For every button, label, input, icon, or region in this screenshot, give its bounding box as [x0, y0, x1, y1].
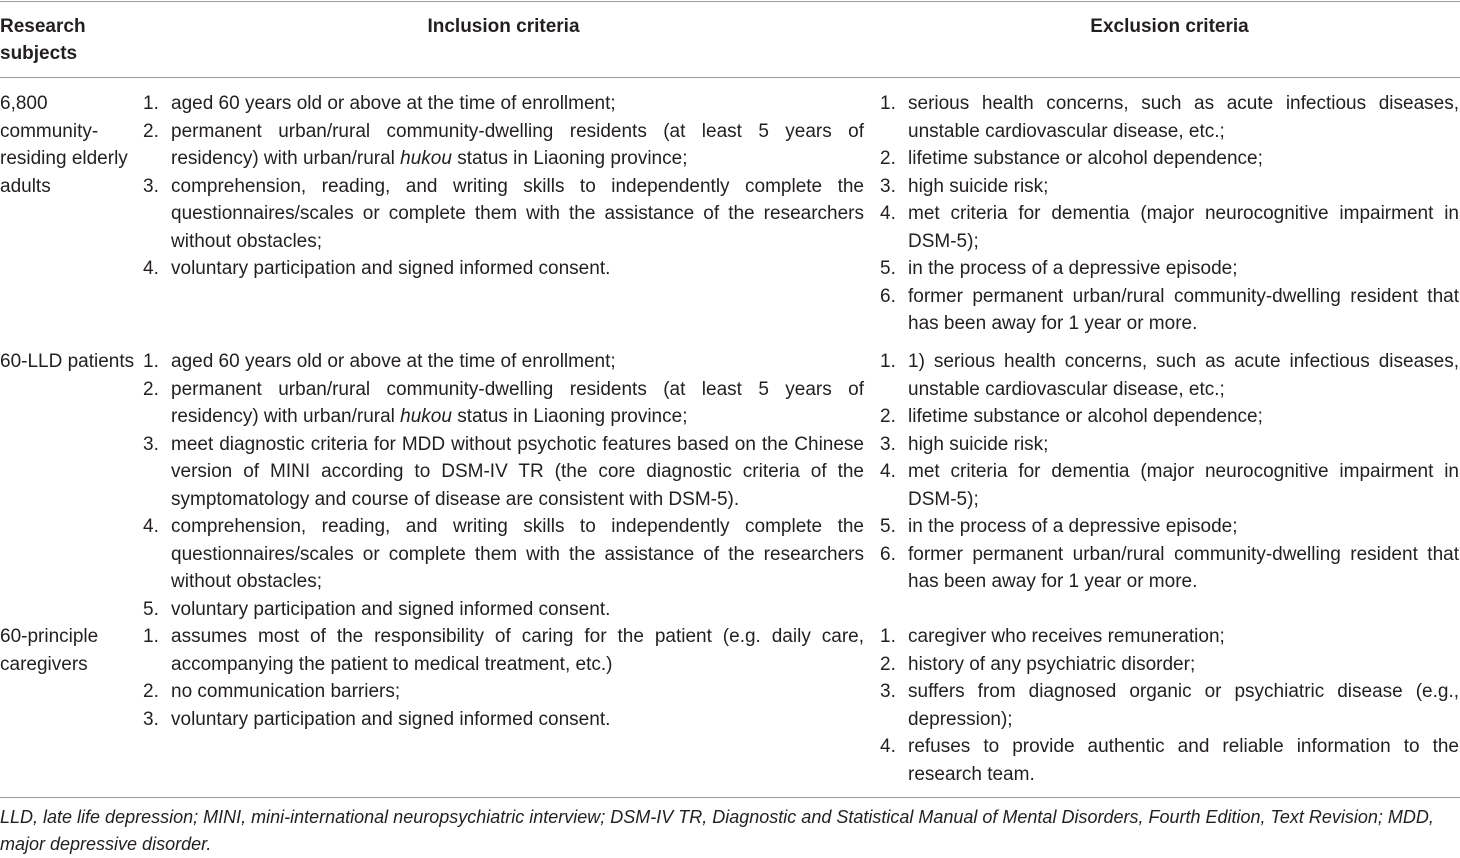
inclusion-criterion — [143, 90, 864, 118]
exclusion-criterion — [880, 200, 1459, 255]
criterion-text: high suicide risk; — [908, 433, 1049, 455]
criterion-number: 3. — [880, 433, 896, 455]
inclusion-criterion — [143, 623, 864, 678]
inclusion-criterion — [143, 255, 864, 283]
criterion-number: 4. — [880, 203, 896, 224]
inclusion-criterion — [143, 513, 864, 596]
row-2-subject: 60-LLD patients — [0, 351, 135, 372]
exclusion-criterion — [880, 733, 1459, 788]
criterion-number: 4. — [143, 516, 159, 537]
criterion-number: 1. — [880, 626, 896, 647]
criterion-text: comprehension, reading, and writing skills to independently complete the questionnaires/scales or complete them with the assistance of the researchers without obstacles; — [171, 175, 864, 252]
criterion-number: 1. — [143, 93, 159, 114]
criterion-number: 2. — [880, 653, 896, 675]
row-2-inclusion — [143, 348, 864, 623]
criterion-text: comprehension, reading, and writing skills to independently complete the questionnaires/scales or complete them with the assistance of the researchers without obstacles; — [171, 516, 864, 592]
row-3-exclusion — [880, 623, 1459, 788]
exclusion-criterion — [880, 651, 1459, 679]
criterion-number: 2. — [880, 406, 896, 427]
criterion-text: permanent urban/rural community-dwelling residents (at least 5 years of residency) with urban/rural hukou status in Liaoning province; — [171, 120, 864, 169]
criterion-text: serious health concerns, such as acute infectious diseases, unstable cardiovascular disease, etc.; — [908, 93, 1459, 142]
criterion-number: 6. — [880, 543, 896, 565]
header-rule — [0, 77, 1460, 78]
exclusion-criterion — [880, 431, 1459, 459]
exclusion-criterion — [880, 145, 1459, 173]
criterion-text: permanent urban/rural community-dwelling residents (at least 5 years of residency) with urban/rural hukou status in Liaoning province; — [171, 378, 864, 427]
exclusion-criterion — [880, 513, 1459, 541]
inclusion-criterion — [143, 376, 864, 431]
criterion-text: in the process of a depressive episode; — [908, 258, 1238, 279]
exclusion-criterion — [880, 173, 1459, 201]
inclusion-criterion — [143, 706, 864, 734]
criterion-text: refuses to provide authentic and reliable information to the research team. — [908, 736, 1459, 785]
criterion-text: former permanent urban/rural community-dwelling resident that has been away for 1 year or more. — [908, 285, 1459, 334]
header-exclusion-criteria: Exclusion criteria — [1090, 16, 1249, 37]
criterion-number: 5. — [880, 258, 896, 279]
criterion-text: suffers from diagnosed organic or psychiatric disease (e.g., depression); — [908, 681, 1459, 730]
criterion-number: 2. — [880, 148, 896, 169]
criterion-number: 1. — [880, 93, 896, 114]
exclusion-criterion — [880, 458, 1459, 513]
criterion-text: lifetime substance or alcohol dependence; — [908, 148, 1263, 169]
criterion-text: no communication barriers; — [171, 681, 401, 702]
criterion-text: assumes most of the responsibility of caring for the patient (e.g. daily care, accompanying the patient to medical treatment, etc.) — [171, 626, 864, 675]
criterion-number: 3. — [143, 708, 159, 730]
criterion-number: 6. — [880, 285, 896, 307]
row-1-inclusion — [143, 90, 864, 283]
criterion-number: 1. — [880, 351, 896, 372]
table-footnote: LLD, late life depression; MINI, mini-international neuropsychiatric interview; DSM-IV TR, Diagnostic and Statistical Manual of Mental Disorders, Fourth Edition, Text Revision; MDD, major depressive disorder. — [0, 807, 1434, 854]
exclusion-criterion — [880, 283, 1459, 338]
criterion-text: voluntary participation and signed informed consent. — [171, 708, 611, 730]
criterion-text: aged 60 years old or above at the time of enrollment; — [171, 93, 616, 114]
criterion-number: 2. — [143, 120, 159, 142]
criterion-text: caregiver who receives remuneration; — [908, 626, 1225, 647]
criterion-text: voluntary participation and signed informed consent. — [171, 598, 611, 620]
criterion-number: 1. — [143, 626, 159, 647]
exclusion-criterion — [880, 403, 1459, 431]
inclusion-criterion — [143, 348, 864, 376]
row-1-subject: 6,800 community-residing elderly adults — [0, 93, 128, 197]
italic-term: hukou — [400, 406, 452, 427]
criterion-number: 4. — [143, 258, 159, 279]
criterion-number: 4. — [880, 461, 896, 482]
criterion-text: history of any psychiatric disorder; — [908, 653, 1196, 675]
criterion-number: 3. — [143, 433, 159, 455]
inclusion-criterion — [143, 118, 864, 173]
row-2-exclusion — [880, 348, 1459, 596]
criterion-text: lifetime substance or alcohol dependence; — [908, 406, 1263, 427]
row-1-exclusion — [880, 90, 1459, 338]
criterion-number: 4. — [880, 736, 896, 757]
criterion-number: 5. — [880, 516, 896, 537]
criterion-text: voluntary participation and signed informed consent. — [171, 258, 611, 279]
exclusion-criterion — [880, 678, 1459, 733]
criterion-text: former permanent urban/rural community-dwelling resident that has been away for 1 year or more. — [908, 543, 1459, 592]
criterion-text: high suicide risk; — [908, 175, 1049, 197]
criterion-text: in the process of a depressive episode; — [908, 516, 1238, 537]
criterion-number: 2. — [143, 681, 159, 702]
criterion-text: aged 60 years old or above at the time of enrollment; — [171, 351, 616, 372]
inclusion-criterion — [143, 431, 864, 514]
inclusion-criterion — [143, 596, 864, 624]
criterion-number: 3. — [880, 175, 896, 197]
bottom-rule — [0, 797, 1460, 798]
exclusion-criterion — [880, 90, 1459, 145]
exclusion-criterion — [880, 541, 1459, 596]
criterion-number: 3. — [143, 175, 159, 197]
top-rule — [0, 1, 1460, 2]
header-inclusion-criteria: Inclusion criteria — [427, 16, 580, 37]
row-3-subject: 60-principle caregivers — [0, 626, 99, 675]
criterion-number: 5. — [143, 598, 159, 620]
exclusion-criterion — [880, 348, 1459, 403]
exclusion-criterion — [880, 255, 1459, 283]
italic-term: hukou — [400, 148, 452, 169]
inclusion-criterion — [143, 678, 864, 706]
criterion-number: 2. — [143, 378, 159, 400]
inclusion-criterion — [143, 173, 864, 256]
criterion-text: meet diagnostic criteria for MDD without psychotic features based on the Chinese version of MINI according to DSM-IV TR (the core diagnostic criteria of the symptomatology and course of disease are consistent with DSM-5). — [171, 433, 864, 510]
criterion-number: 1. — [143, 351, 159, 372]
criterion-text: met criteria for dementia (major neurocognitive impairment in DSM-5); — [908, 203, 1459, 252]
criterion-text: met criteria for dementia (major neurocognitive impairment in DSM-5); — [908, 461, 1459, 510]
row-3-inclusion — [143, 623, 864, 733]
exclusion-criterion — [880, 623, 1459, 651]
criterion-number: 3. — [880, 681, 896, 702]
header-research-subjects: Research subjects — [0, 16, 86, 64]
criterion-text: 1) serious health concerns, such as acute infectious diseases, unstable cardiovascular disease, etc.; — [908, 351, 1459, 400]
